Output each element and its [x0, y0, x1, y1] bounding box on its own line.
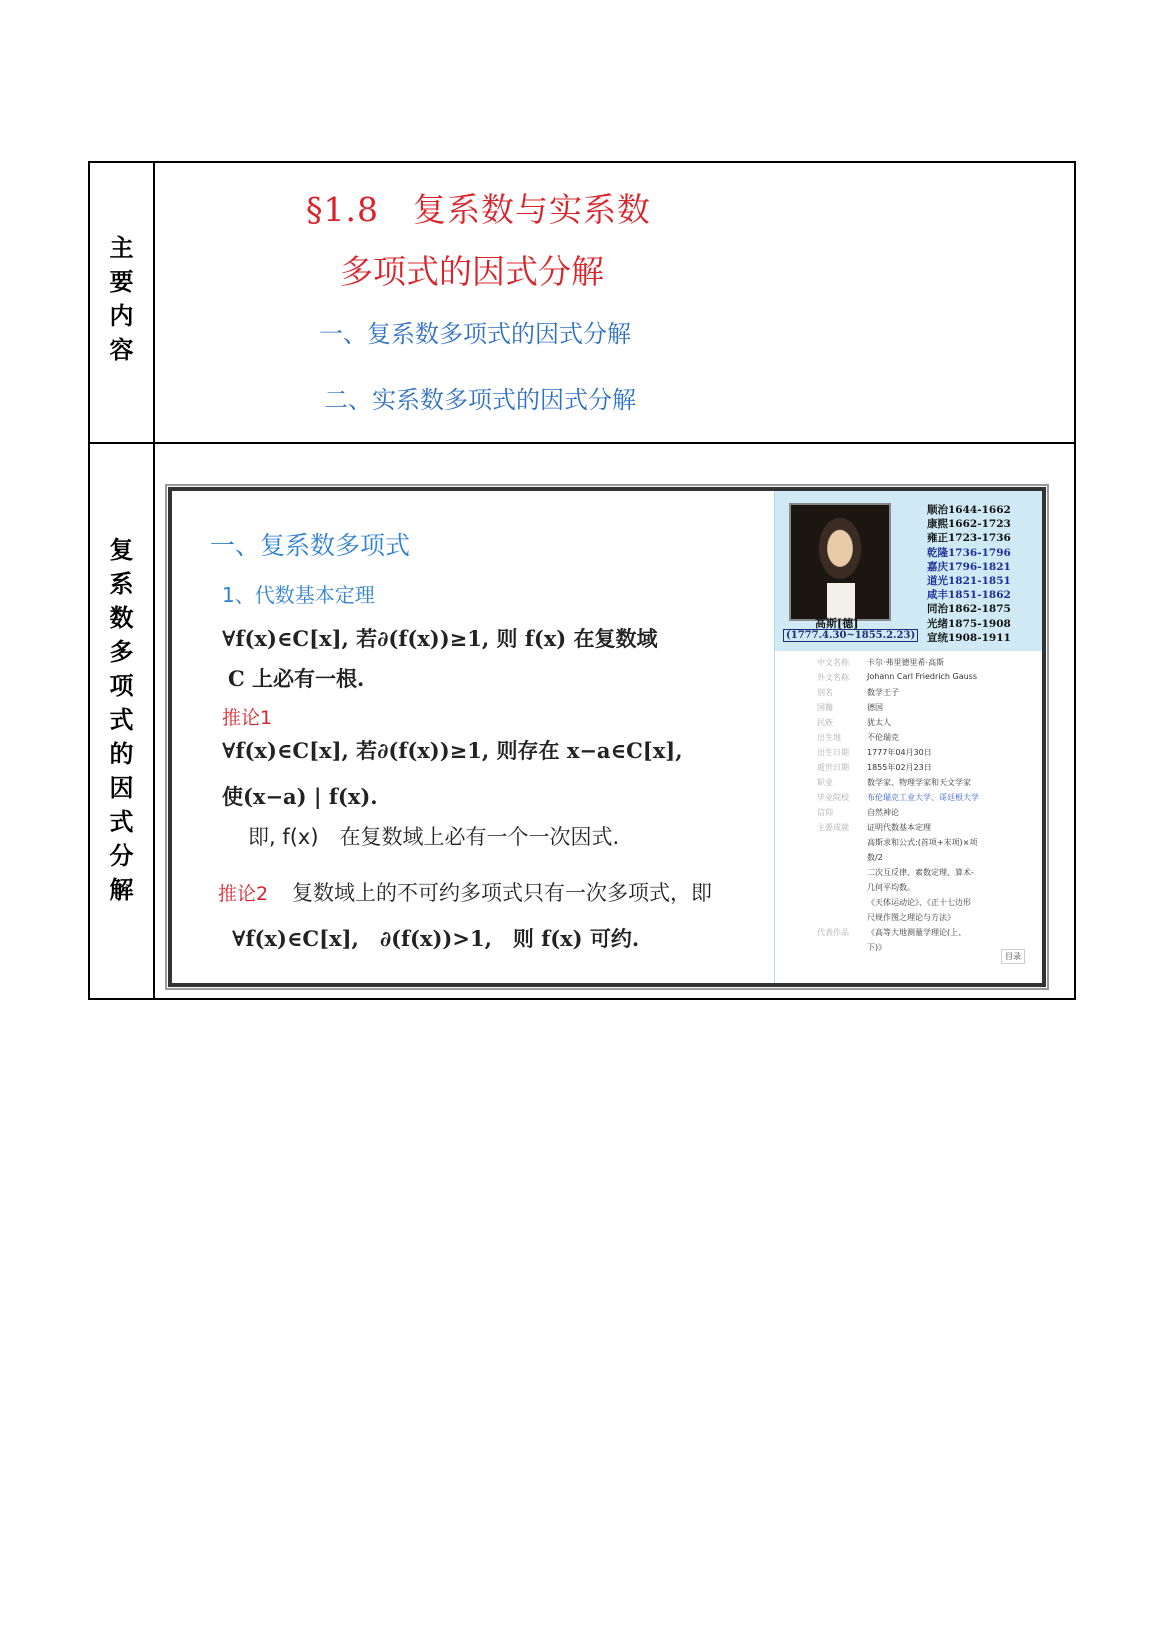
side-char: 的: [109, 739, 134, 768]
lecture-slide: [168, 487, 1046, 987]
slide-title: 一、复系数多项式: [210, 531, 411, 560]
info-value: 不伦瑞克: [867, 733, 899, 742]
section-title-line2: 多项式的因式分解: [340, 252, 604, 291]
info-key: 信仰: [817, 808, 833, 817]
info-key: 逝世日期: [817, 763, 849, 772]
info-value: 自然神论: [867, 808, 899, 817]
corollary-1-line-2: 使(x−a) | f(x).: [222, 784, 378, 809]
theorem-line-1: ∀f(x)∈C[x], 若∂(f(x))≥1, 则 f(x) 在复数域: [222, 626, 658, 651]
side-char: 容: [109, 335, 134, 364]
info-value: 卡尔·弗里德里希·高斯: [867, 658, 945, 667]
side-char: 要: [109, 267, 134, 296]
info-value: 尺规作图之理论与方法》: [867, 913, 955, 922]
portrait-shirt: [827, 583, 855, 619]
corollary-1-label: 推论1: [222, 707, 273, 729]
info-key: 外文名称: [817, 673, 849, 682]
subsection-2: 二、实系数多项式的因式分解: [324, 386, 636, 414]
corollary-1-line-3: 即, f(x) 在复数域上必有一个一次因式.: [248, 825, 620, 849]
info-key: 中文名称: [817, 658, 849, 667]
section-title: §1.8 复系数与实系数: [306, 190, 651, 229]
corollary-2-line-1: 复数域上的不可约多项式只有一次多项式，即: [292, 881, 712, 905]
toc-button[interactable]: 目录: [1001, 949, 1025, 964]
info-value: 数学王子: [867, 688, 899, 697]
side-char: 多: [109, 637, 134, 666]
side-label-topic: [90, 533, 153, 907]
side-char: 复: [109, 535, 134, 564]
info-key: 代表作品: [817, 928, 849, 937]
info-value: 数学家、物理学家和天文学家: [867, 778, 971, 787]
info-value: 几何平均数。: [867, 883, 915, 892]
row-divider: [90, 442, 1074, 444]
slide-subtitle: 1、代数基本定理: [222, 583, 375, 607]
subsection-1: 一、复系数多项式的因式分解: [319, 320, 631, 348]
info-key: 出生地: [817, 733, 841, 742]
reign-item: 道光1821-1851: [927, 575, 1011, 588]
side-char: 数: [109, 603, 134, 632]
info-key: 别名: [817, 688, 833, 697]
portrait-caption-dates: (1777.4.30~1855.2.23): [783, 629, 918, 642]
info-key: 主要成就: [817, 823, 849, 832]
info-key: 毕业院校: [817, 793, 849, 802]
corollary-1-line-1: ∀f(x)∈C[x], 若∂(f(x))≥1, 则存在 x−a∈C[x],: [222, 738, 683, 763]
info-value: 证明代数基本定理: [867, 823, 931, 832]
side-char: 式: [109, 807, 134, 836]
theorem-line-2: C 上必有一根.: [228, 666, 365, 691]
column-divider: [153, 163, 155, 998]
portrait-header: [775, 491, 1043, 651]
side-char: 主: [109, 233, 134, 262]
info-key: 出生日期: [817, 748, 849, 757]
info-value: 《高等大地测量学理论(上、: [867, 928, 967, 937]
corollary-2-line-2: ∀f(x)∈C[x], ∂(f(x))>1, 则 f(x) 可约.: [232, 926, 640, 951]
qing-reigns-list: [927, 503, 1011, 645]
slide-text-area: [172, 491, 772, 983]
info-value: 数/2: [867, 853, 883, 862]
side-char: 因: [109, 773, 134, 802]
info-value[interactable]: 布伦瑞克工业大学、哥廷根大学: [867, 793, 979, 802]
content-table: [88, 161, 1076, 1000]
info-value: 下)》: [867, 943, 887, 952]
reign-item: 康熙1662-1723: [927, 518, 1011, 531]
corollary-2-label: 推论2: [218, 883, 269, 905]
side-char: 分: [109, 841, 134, 870]
reign-item: 咸丰1851-1862: [927, 589, 1011, 602]
info-key: 国籍: [817, 703, 833, 712]
info-key: 民族: [817, 718, 833, 727]
reign-item: 宣统1908-1911: [927, 631, 1011, 644]
side-char: 式: [109, 705, 134, 734]
info-value: 1777年04月30日: [867, 748, 932, 757]
reign-item: 乾隆1736-1796: [927, 546, 1011, 559]
side-label-main-content: [90, 231, 153, 367]
info-value: 二次互反律、素数定理、算术-: [867, 868, 974, 877]
info-value: 德国: [867, 703, 883, 712]
info-value: 《天体运动论》、《正十七边形: [867, 898, 971, 907]
side-char: 解: [109, 875, 134, 904]
reign-item: 光绪1875-1908: [927, 617, 1011, 630]
reign-item: 嘉庆1796-1821: [927, 560, 1011, 573]
side-char: 系: [109, 569, 134, 598]
info-value: 犹太人: [867, 718, 891, 727]
info-value: Johann Carl Friedrich Gauss: [867, 672, 978, 681]
info-value: 1855年02月23日: [867, 763, 932, 772]
info-value: 高斯求和公式:(首项+末项)×项: [867, 838, 978, 847]
portrait-caption-name: 高斯[德]: [815, 617, 859, 630]
reign-item: 同治1862-1875: [927, 603, 1011, 616]
info-key: 职业: [817, 778, 833, 787]
gauss-portrait-image: [789, 503, 891, 621]
gauss-info-panel: [774, 491, 1043, 983]
reign-item: 顺治1644-1662: [927, 504, 1011, 516]
side-char: 项: [109, 671, 134, 700]
side-char: 内: [109, 301, 134, 330]
reign-item: 雍正1723-1736: [927, 532, 1011, 545]
